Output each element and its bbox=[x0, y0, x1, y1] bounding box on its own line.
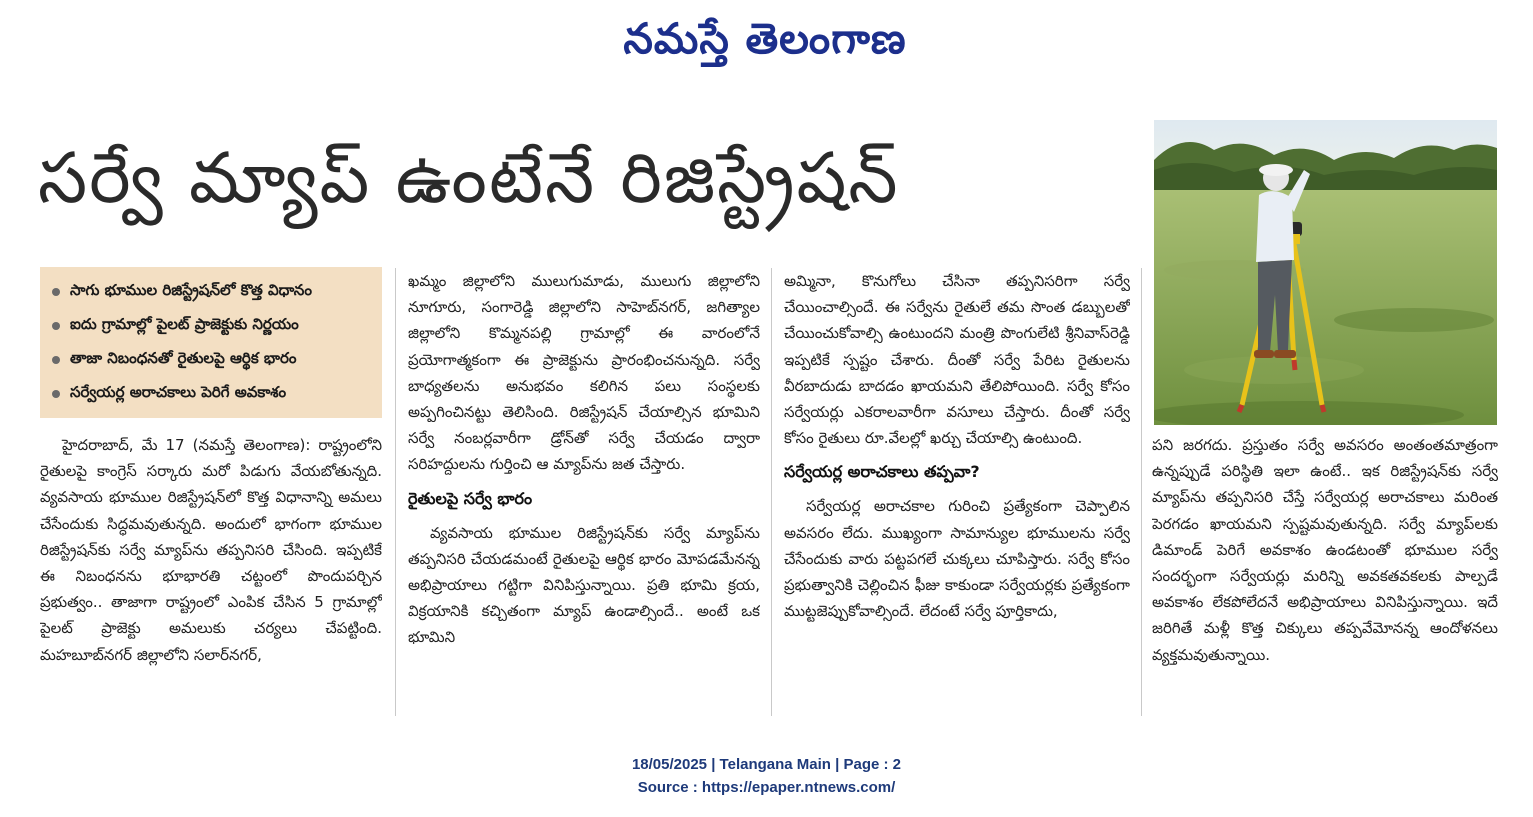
column-divider bbox=[771, 268, 772, 716]
highlight-item bbox=[52, 309, 374, 343]
masthead-title: నమస్తే తెలంగాణ bbox=[623, 14, 907, 63]
highlight-item bbox=[52, 275, 374, 309]
paragraph: పని జరగదు. ప్రస్తుతం సర్వే అవసరం అంతంతమాత్రంగా ఉన్నప్పుడే పరిస్థితి ఇలా ఉంటే.. ఇక రిజిస్ట్రేషన్‌కు సర్వే మ్యాప్‌ను తప్పనిసరి చేస్తే సర్వేయర్ల అరాచకాలు మరింత పెరగడం ఖాయమని స్పష్టమవుతున్నది. సర్వే మ్యాప్‌లకు డిమాండ్ పెరిగే అవకాశం ఉండటంతో భూముల సర్వే సందర్భంగా సర్వేయర్లు మరిన్ని అవకతవకలకు పాల్పడే అవకాశం లేకపోలేదనే అభిప్రాయాలు వినిపిస్తున్నాయి. ఇదే జరిగితే మళ్లీ కొత్త చిక్కులు తప్పవేమోనన్న ఆందోళనలు వ్యక్తమవుతున్నాయి. bbox=[1152, 436, 1498, 664]
headline: సర్వే మ్యాప్ ఉంటేనే రిజిస్ట్రేషన్ bbox=[38, 137, 900, 219]
highlights-box bbox=[40, 267, 382, 418]
article-column-3 bbox=[784, 268, 1130, 718]
bullet-icon bbox=[52, 356, 60, 364]
highlight-text: సర్వేయర్ల అరాచకాలు పెరిగే అవకాశం bbox=[70, 383, 287, 401]
highlight-item bbox=[52, 343, 374, 377]
highlight-text: సాగు భూముల రిజిస్ట్రేషన్‌లో కొత్త విధానం bbox=[70, 281, 312, 299]
subheading: రైతులపై సర్వే భారం bbox=[408, 488, 533, 508]
column-divider bbox=[1141, 268, 1142, 716]
footer-source[interactable]: Source : https://epaper.ntnews.com/ bbox=[637, 779, 896, 796]
paragraph: ఖమ్మం జిల్లాలోని ములుగుమాడు, ములుగు జిల్లాలోని నూగూరు, సంగారెడ్డి జిల్లాలోని సాహెబ్‌నగర్, జగిత్యాల జిల్లాలోని కొమ్మనపల్లి గ్రామాల్లో ఈ వారంలోనే ప్రయోగాత్మకంగా ఈ ప్రాజెక్టును ప్రారంభించనున్నది. సర్వే బాధ్యతలను అనుభవం కలిగిన పలు సంస్థలకు అప్పగించినట్టు తెలిసింది. రిజిస్ట్రేషన్ చేయాల్సిన భూమిని సర్వే నంబర్లవారీగా డ్రోన్‌తో సర్వే చేయడం ద్వారా సరిహద్దులను గుర్తించి ఆ మ్యాప్‌ను జత చేస్తారు. bbox=[408, 272, 760, 474]
paragraph: సర్వేయర్ల అరాచకాల గురించి ప్రత్యేకంగా చెప్పాలిన అవసరం లేదు. ముఖ్యంగా సామాన్యుల భూములను సర్వే చేసేందుకు వారు పట్టపగలే చుక్కలు చూపిస్తారు. సర్వే కోసం ప్రభుత్వానికి చెల్లించిన ఫీజు కాకుండా సర్వేయర్లకు ప్రత్యేకంగా ముట్టజెప్పుకోవాల్సిందే. లేదంటే సర్వే పూర్తికాదు, bbox=[784, 497, 1130, 621]
bullet-icon bbox=[52, 390, 60, 398]
surveyor-photo bbox=[1154, 120, 1497, 425]
subheading: సర్వేయర్ల అరాచకాలు తప్పవా? bbox=[784, 462, 980, 482]
article-column-4 bbox=[1152, 432, 1498, 722]
bullet-icon bbox=[52, 322, 60, 330]
masthead-logo bbox=[560, 8, 970, 70]
paragraph: హైదరాబాద్, మే 17 (నమస్తే తెలంగాణ): రాష్ట్రంలోని రైతులపై కాంగ్రెస్ సర్కారు మరో పిడుగు వేయబోతున్నది. వ్యవసాయ భూముల రిజిస్ట్రేషన్‌లో కొత్త విధానాన్ని అమలు చేసేందుకు సిద్ధమవుతున్నది. అందులో భాగంగా భూముల రిజిస్ట్రేషన్‌కు సర్వే మ్యాప్‌ను తప్పనిసరి చేసింది. ఇప్పటికే ఈ నిబంధనను భూభారతి చట్టంలో పొందుపర్చిన ప్రభుత్వం.. తాజాగా రాష్ట్రంలో ఎంపిక చేసిన 5 గ్రామాల్లో పైలట్ ప్రాజెక్టు అమలుకు చర్యలు చేపట్టింది. మహబూబ్‌నగర్ జిల్లాలోని సలార్‌నగర్, bbox=[40, 436, 382, 664]
article-column-1 bbox=[40, 432, 382, 722]
column-divider bbox=[395, 268, 396, 716]
bullet-icon bbox=[52, 288, 60, 296]
highlight-text: ఐదు గ్రామాల్లో పైలట్ ప్రాజెక్టుకు నిర్ణయం bbox=[70, 315, 299, 333]
highlight-text: తాజా నిబంధనతో రైతులపై ఆర్థిక భారం bbox=[70, 349, 297, 367]
highlight-item bbox=[52, 377, 374, 411]
paragraph: అమ్మినా, కొనుగోలు చేసినా తప్పనిసరిగా సర్వే చేయించాల్సిందే. ఈ సర్వేను రైతులే తమ సొంత డబ్బులతో చేయించుకోవాల్సి ఉంటుందని మంత్రి పొంగులేటి శ్రీనివాస్‌రెడ్డి ఇప్పటికే స్పష్టం చేశారు. దీంతో సర్వే పేరిట రైతులను వీరబాదుడు బాదడం ఖాయమని తేలిపోయింది. సర్వే కోసం సర్వేయర్లు ఎకరాలవారీగా వసూలు చేస్తారు. దీంతో సర్వే కోసం రైతులు రూ.వేలల్లో ఖర్చు చేయాల్సి ఉంటుంది. bbox=[784, 272, 1130, 448]
footer-dateline: 18/05/2025 | Telangana Main | Page : 2 bbox=[631, 756, 902, 773]
paragraph: వ్యవసాయ భూముల రిజిస్ట్రేషన్‌కు సర్వే మ్యాప్‌ను తప్పనిసరి చేయడమంటే రైతులపై ఆర్థిక భారం మోపడమేనన్న అభిప్రాయాలు గట్టిగా వినిపిస్తున్నాయి. ప్రతి భూమి క్రయ, విక్రయానికి కచ్చితంగా మ్యాప్ ఉండాల్సిందే.. అంటే ఒక భూమిని bbox=[408, 523, 760, 647]
article-column-2 bbox=[408, 268, 760, 718]
